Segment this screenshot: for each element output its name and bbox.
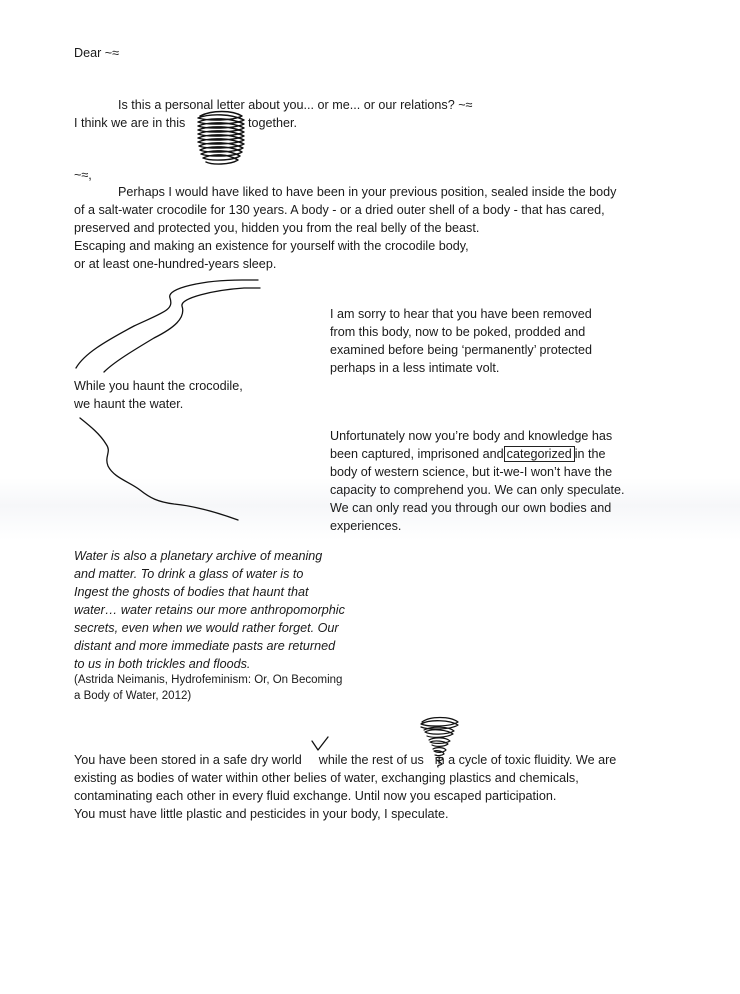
closing-line-1-part-c: in a cycle of toxic fluidity. We are — [434, 753, 617, 767]
quote-citation-line-1: (Astrida Neimanis, Hydrofeminism: Or, On Becoming — [74, 674, 343, 686]
right-block2-line-4: capacity to comprehend you. We can only speculate. — [330, 483, 625, 497]
right-block2-line-6: experiences. — [330, 519, 402, 533]
quote-line-6: distant and more immediate pasts are returned — [74, 639, 336, 653]
haunt-line-2: we haunt the water. — [74, 397, 184, 411]
quote-line-7: to us in both trickles and floods. — [74, 657, 251, 671]
right-block1-line-1: I am sorry to hear that you have been removed — [330, 307, 592, 321]
quote-line-2: and matter. To drink a glass of water is to — [74, 567, 304, 581]
paragraph1-line-1: Perhaps I would have liked to have been in your previous position, sealed inside the body — [118, 185, 617, 199]
right-block1-line-4: perhaps in a less intimate volt. — [330, 361, 500, 375]
closing-line-4: You must have little plastic and pesticides in your body, I speculate. — [74, 807, 449, 821]
right-block2-line-2 — [330, 445, 606, 463]
paragraph1-line-2: of a salt-water crocodile for 130 years. A body - or a dried outer shell of a body - that has cared, — [74, 203, 605, 217]
categorized-boxed-word: categorized — [504, 446, 575, 462]
quote-line-3: Ingest the ghosts of bodies that haunt that — [74, 585, 309, 599]
closing-line-1-part-b: while the rest of us — [318, 753, 424, 767]
quote-line-5: secrets, even when we would rather forget. Our — [74, 621, 339, 635]
intro-line-2-before: I think we are in this — [74, 116, 186, 130]
crocodile-outline-drawing-icon — [78, 416, 248, 524]
haunt-line-1: While you haunt the crocodile, — [74, 379, 243, 393]
right-block2-line-2-after: in the — [574, 447, 606, 461]
paragraph1-line-5: or at least one-hundred-years sleep. — [74, 257, 277, 271]
right-block2-line-3: body of western science, but it-we-I won’t have the — [330, 465, 613, 479]
right-block2-line-2-before: been captured, imprisoned and — [330, 447, 504, 461]
quote-line-1: Water is also a planetary archive of meaning — [74, 549, 323, 563]
intro-line-2-after: together. — [248, 116, 298, 130]
right-block1-line-2: from this body, now to be poked, prodded and — [330, 325, 586, 339]
closing-line-1-part-a: You have been stored in a safe dry world — [74, 753, 302, 767]
closing-line-2: existing as bodies of water within other belies of water, exchanging plastics and chemicals, — [74, 771, 579, 785]
paragraph1-line-4: Escaping and making an existence for yourself with the crocodile body, — [74, 239, 469, 253]
quote-line-4: water… water retains our more anthropomorphic — [74, 603, 345, 617]
right-block1-line-3: examined before being ‘permanently’ protected — [330, 343, 593, 357]
intro-line-1: Is this a personal letter about you... or me... or our relations? ~≈ — [118, 98, 473, 112]
right-block2-line-5: We can only read you through our own bodies and — [330, 501, 612, 515]
salutation: Dear ~≈ — [74, 46, 120, 60]
quote-citation-line-2: a Body of Water, 2012) — [74, 690, 192, 702]
water-stream-drawing-icon — [74, 276, 264, 376]
spring-coil-drawing-icon — [192, 110, 248, 172]
checkmark-icon — [311, 736, 329, 752]
paragraph1-line-3: preserved and protected you, hidden you from the real belly of the beast. — [74, 221, 480, 235]
closing-line-3: contaminating each other in every fluid exchange. Until now you escaped participation. — [74, 789, 557, 803]
closing-line-1 — [74, 751, 616, 769]
signoff-mark: ~≈, — [74, 168, 92, 182]
right-block2-line-1: Unfortunately now you’re body and knowledge has — [330, 429, 613, 443]
